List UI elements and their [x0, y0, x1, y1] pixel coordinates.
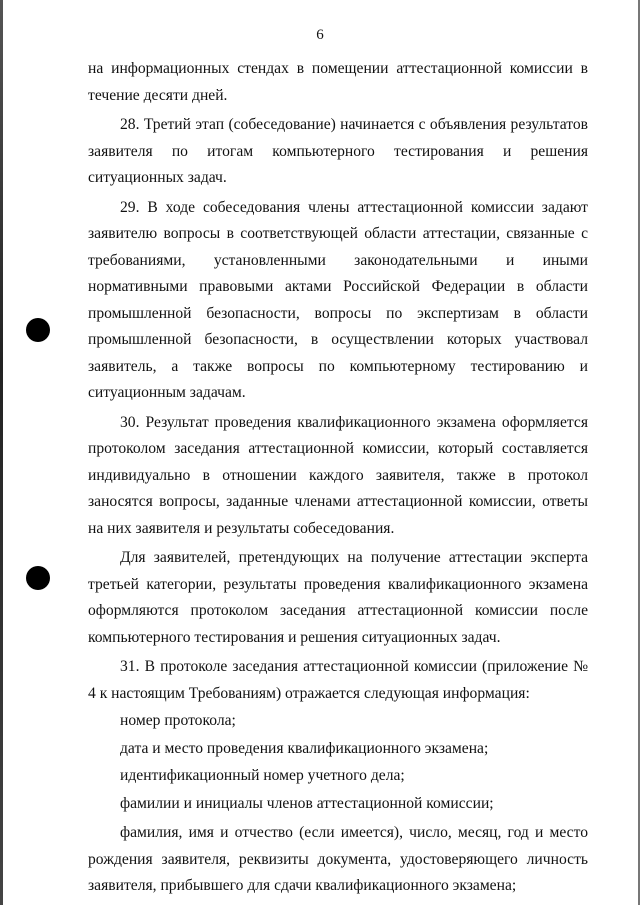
paragraph-30: 30. Результат проведения квалификационного экзамена оформляется протоколом заседания аттестационной комиссии, который составляется индивидуально в отношении каждого заявителя, также в протокол заносятся вопросы, заданные членами аттестационной комиссии, ответы на них заявителя и результаты собеседования. [88, 413, 588, 537]
list-item: дата и место проведения квалификационного экзамена; [120, 739, 489, 757]
list-item: идентификационный номер учетного дела; [120, 767, 405, 784]
scan-edge-left [0, 0, 3, 905]
list-item: фамилии и инициалы членов аттестационной комиссии; [120, 794, 494, 812]
paragraph-continuation: на информационных стендах в помещении аттестационной комиссии в течение десяти дней. [88, 60, 588, 104]
paragraph-28: 28. Третий этап (собеседование) начинается с объявления результатов заявителя по итогам компьютерного тестирования и решения ситуационных задач. [88, 116, 588, 186]
page-number: 6 [316, 27, 324, 43]
paragraph-29: 29. В ходе собеседования члены аттестационной комиссии задают заявителю вопросы в соответствующей области аттестации, связанные с требованиями, установленными законодательными и иными нормативными правовыми актами Российской Федерации в области промышленной безопасности, вопросы по экспертизам в области промышленной безопасности, в осуществлении которых участвовал заявитель, а также вопросы по компьютерному тестированию и ситуационным задачам. [88, 198, 588, 401]
document-body [88, 56, 588, 900]
paragraph-31: 31. В протоколе заседания аттестационной комиссии (приложение № 4 к настоящим Требованиям) отражается следующая информация: [88, 658, 588, 702]
paragraph-third-category: Для заявителей, претендующих на получение аттестации эксперта третьей категории, результаты проведения квалификационного экзамена оформляются протоколом заседания аттестационной комиссии после компьютерного тестирования и решения ситуационных задач. [88, 549, 588, 646]
list-item: номер протокола; [120, 712, 236, 729]
punch-hole-upper [26, 318, 50, 342]
punch-hole-lower [26, 566, 50, 590]
list-item: фамилия, имя и отчество (если имеется), число, месяц, год и место рождения заявителя, реквизиты документа, удостоверяющего личность заявителя, прибывшего для сдачи квалификационного экзамена; [88, 824, 588, 894]
